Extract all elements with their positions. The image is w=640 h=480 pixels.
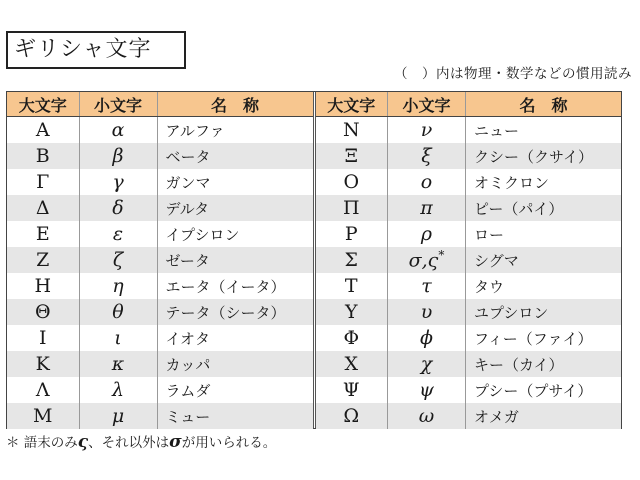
table-row <box>7 299 313 325</box>
lowercase-letter-text: ω <box>418 405 435 427</box>
letter-name <box>466 169 622 195</box>
letter-name-text: エータ（イータ） <box>165 277 286 296</box>
lowercase-letter-text: λ <box>111 379 125 401</box>
lowercase-letter <box>388 195 466 221</box>
lowercase-letter <box>79 143 157 169</box>
table-row <box>316 299 622 325</box>
lowercase-letter <box>79 403 157 429</box>
uppercase-letter-text: Τ <box>344 275 358 297</box>
uppercase-letter <box>7 221 79 247</box>
lowercase-letter <box>388 221 466 247</box>
table-row <box>316 143 622 169</box>
table-right <box>316 92 622 429</box>
lowercase-letter-text: ζ <box>112 249 124 271</box>
lowercase-letter-text: κ <box>111 353 125 375</box>
letter-name-text: イオタ <box>165 329 211 348</box>
footnote-suffix: が用いられる。 <box>181 435 277 451</box>
letter-name <box>466 325 622 351</box>
letter-name-text: ニュー <box>474 121 520 140</box>
letter-name-text: フィー（ファイ） <box>474 329 593 348</box>
uppercase-letter-text: Β <box>35 145 50 167</box>
letter-name-text: ミュー <box>165 407 211 426</box>
lowercase-letter-text: α <box>111 119 125 141</box>
uppercase-letter <box>7 247 79 273</box>
lowercase-letter <box>79 117 157 144</box>
table-row <box>7 325 313 351</box>
uppercase-letter <box>7 351 79 377</box>
letter-name-text: ベータ <box>165 147 211 166</box>
lowercase-letter-text: ι <box>114 327 122 349</box>
letter-name <box>466 221 622 247</box>
header-row <box>7 92 313 117</box>
uppercase-letter <box>7 403 79 429</box>
uppercase-letter-text: Κ <box>35 353 50 375</box>
uppercase-letter-text: Ψ <box>342 379 360 401</box>
letter-name <box>157 403 313 429</box>
lowercase-letter <box>388 299 466 325</box>
lowercase-letter-text: ν <box>420 119 433 141</box>
header-name: 名 称 <box>157 92 313 117</box>
table-row <box>7 195 313 221</box>
uppercase-letter-text: Ι <box>38 327 47 349</box>
lowercase-letter <box>388 377 466 403</box>
uppercase-letter-text: Ω <box>343 405 360 427</box>
lowercase-letter-text: ε <box>112 223 124 245</box>
lowercase-letter <box>388 403 466 429</box>
uppercase-letter-text: Ρ <box>344 223 358 245</box>
letter-name <box>466 117 622 144</box>
page-title: ギリシャ文字 <box>6 31 186 69</box>
uppercase-letter <box>7 195 79 221</box>
uppercase-letter-text: Ν <box>342 119 360 141</box>
table-row <box>7 377 313 403</box>
letter-name-text: タウ <box>474 277 505 296</box>
uppercase-letter-text: Ε <box>35 223 50 245</box>
letter-name <box>157 117 313 144</box>
header-lowercase: 小文字 <box>79 92 157 117</box>
lowercase-letter <box>79 325 157 351</box>
lowercase-letter <box>79 273 157 299</box>
letter-name <box>466 273 622 299</box>
uppercase-letter <box>7 117 79 144</box>
letter-name <box>157 221 313 247</box>
lowercase-letter-text: ϕ <box>420 327 433 349</box>
letter-name <box>157 195 313 221</box>
uppercase-letter <box>316 143 388 169</box>
uppercase-letter-text: Α <box>35 119 50 141</box>
lowercase-letter <box>79 169 157 195</box>
table-row <box>7 169 313 195</box>
lowercase-letter <box>388 143 466 169</box>
footnote-middle: 、それ以外は <box>88 435 170 451</box>
lowercase-letter <box>79 247 157 273</box>
lowercase-letter-text: β <box>112 145 124 167</box>
letter-name-text: テータ（シータ） <box>165 303 286 322</box>
uppercase-letter-text: Θ <box>34 301 51 323</box>
table-row <box>316 377 622 403</box>
table-row <box>7 247 313 273</box>
final-sigma-symbol: ς <box>77 432 89 452</box>
letter-name <box>466 247 622 273</box>
uppercase-letter-text: Σ <box>344 249 358 271</box>
lowercase-letter <box>388 169 466 195</box>
lowercase-letter <box>388 325 466 351</box>
uppercase-letter <box>316 247 388 273</box>
table-row <box>316 221 622 247</box>
lowercase-letter <box>79 195 157 221</box>
letter-name-text: ゼータ <box>165 251 210 270</box>
letter-name-text: クシー（クサイ） <box>474 147 593 166</box>
letter-name-text: ラムダ <box>165 381 211 400</box>
letter-name <box>466 143 622 169</box>
table-row <box>7 403 313 429</box>
uppercase-letter <box>316 169 388 195</box>
lowercase-letter-text: τ <box>421 275 432 297</box>
uppercase-letter-text: Ο <box>343 171 360 193</box>
table-row <box>316 117 622 144</box>
table-left <box>7 92 313 429</box>
letter-name-text: カッパ <box>165 355 211 374</box>
uppercase-letter-text: Π <box>342 197 360 219</box>
footnote-marker: * <box>438 248 445 263</box>
lowercase-letter <box>79 299 157 325</box>
letter-name <box>466 377 622 403</box>
uppercase-letter <box>316 351 388 377</box>
uppercase-letter <box>7 273 79 299</box>
letter-name-text: プシー（プサイ） <box>474 381 593 400</box>
letter-name-text: イプシロン <box>165 225 240 244</box>
greek-letters-table <box>6 91 622 429</box>
lowercase-letter <box>79 377 157 403</box>
table-row <box>316 273 622 299</box>
table-left-half <box>7 92 316 428</box>
uppercase-letter-text: Γ <box>36 171 50 193</box>
lowercase-letter-text: χ <box>420 353 433 375</box>
letter-name-text: キー（カイ） <box>474 355 564 374</box>
lowercase-letter-text: υ <box>420 301 433 323</box>
uppercase-letter <box>316 299 388 325</box>
table-row <box>316 351 622 377</box>
lowercase-letter-text: ο <box>420 171 433 193</box>
letter-name-text: アルファ <box>165 121 225 140</box>
lowercase-letter-text: γ <box>112 171 124 193</box>
lowercase-letter-text: ρ <box>420 223 433 245</box>
uppercase-letter-text: Μ <box>33 405 53 427</box>
letter-name <box>157 325 313 351</box>
uppercase-letter <box>7 143 79 169</box>
uppercase-letter <box>316 195 388 221</box>
lowercase-letter-text: θ <box>112 301 124 323</box>
letter-name <box>466 299 622 325</box>
header-row <box>316 92 622 117</box>
lowercase-letter-text: δ <box>112 197 124 219</box>
table-row <box>7 273 313 299</box>
uppercase-letter <box>7 325 79 351</box>
uppercase-letter <box>316 403 388 429</box>
header-lowercase: 小文字 <box>388 92 466 117</box>
lowercase-letter-text: η <box>112 275 124 297</box>
header-uppercase: 大文字 <box>316 92 388 117</box>
letter-name <box>157 377 313 403</box>
letter-name-text: デルタ <box>165 199 210 218</box>
uppercase-letter <box>316 273 388 299</box>
header-uppercase: 大文字 <box>7 92 79 117</box>
uppercase-letter <box>7 299 79 325</box>
lowercase-letter <box>388 117 466 144</box>
uppercase-letter-text: Υ <box>344 301 358 323</box>
letter-name-text: ユプシロン <box>474 303 549 322</box>
footnote-prefix: ＊ 語末のみ <box>6 435 78 451</box>
letter-name <box>157 273 313 299</box>
table-row <box>7 143 313 169</box>
letter-name-text: シグマ <box>474 251 519 270</box>
uppercase-letter <box>316 117 388 144</box>
lowercase-letter-text: μ <box>111 405 125 427</box>
table-row <box>316 403 622 429</box>
usage-note: （ ）内は物理・数学などの慣用読み <box>394 66 632 82</box>
table-row <box>316 325 622 351</box>
table-right-half <box>316 92 622 428</box>
letter-name <box>157 299 313 325</box>
table-row <box>316 195 622 221</box>
letter-name-text: オミクロン <box>474 173 550 192</box>
uppercase-letter <box>316 325 388 351</box>
lowercase-letter <box>388 273 466 299</box>
lowercase-letter-text: ψ <box>419 379 434 401</box>
lowercase-letter <box>79 221 157 247</box>
uppercase-letter-text: Λ <box>35 379 50 401</box>
letter-name <box>466 195 622 221</box>
letter-name-text: ガンマ <box>165 173 211 192</box>
letter-name <box>157 247 313 273</box>
table-row <box>7 351 313 377</box>
footnote <box>6 431 276 452</box>
table-row <box>7 117 313 144</box>
letter-name <box>157 143 313 169</box>
table-row <box>7 221 313 247</box>
table-row <box>316 169 622 195</box>
uppercase-letter <box>316 221 388 247</box>
lowercase-letter <box>388 247 466 273</box>
letter-name <box>466 403 622 429</box>
table-row <box>316 247 622 273</box>
letter-name-text: オメガ <box>474 407 519 426</box>
letter-name <box>157 351 313 377</box>
letter-name-text: ロー <box>474 225 505 244</box>
lowercase-letter-text: ξ <box>421 145 432 167</box>
lowercase-letter <box>79 351 157 377</box>
uppercase-letter-text: Χ <box>344 353 359 375</box>
letter-name <box>466 351 622 377</box>
uppercase-letter-text: Δ <box>35 197 50 219</box>
uppercase-letter-text: Ζ <box>36 249 50 271</box>
uppercase-letter-text: Φ <box>343 327 360 349</box>
uppercase-letter-text: Ξ <box>344 145 358 167</box>
uppercase-letter <box>7 377 79 403</box>
letter-name-text: ピー（パイ） <box>474 199 564 218</box>
uppercase-letter <box>7 169 79 195</box>
letter-name <box>157 169 313 195</box>
uppercase-letter <box>316 377 388 403</box>
lowercase-letter <box>388 351 466 377</box>
lowercase-letter-text: σ,ς <box>408 249 439 272</box>
header-name: 名 称 <box>466 92 622 117</box>
uppercase-letter-text: Η <box>34 275 52 297</box>
lowercase-letter-text: π <box>420 197 433 219</box>
sigma-symbol: σ <box>169 432 182 452</box>
